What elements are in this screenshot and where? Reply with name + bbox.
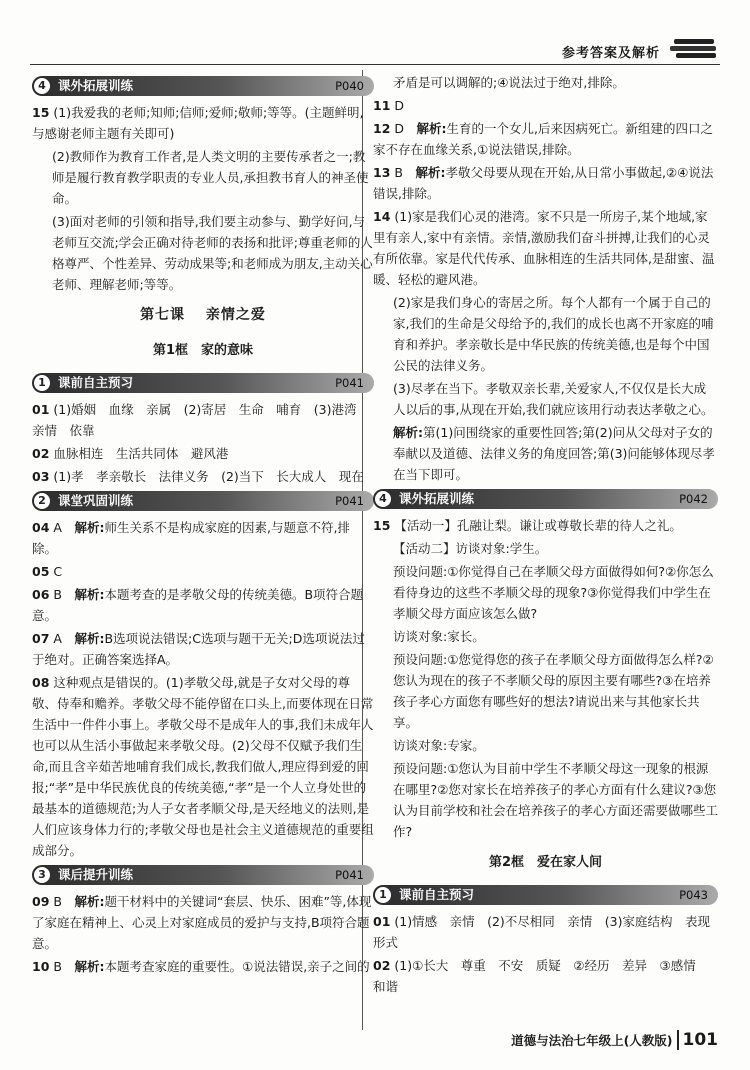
section-page-ref: P041 xyxy=(335,376,364,390)
section-number: 4 xyxy=(375,491,391,507)
answer-10: 10 B 解析:本题考查家庭的重要性。①说法错误,亲子之间的 xyxy=(32,959,370,974)
page-footer xyxy=(511,1030,718,1050)
parent-questions: 预设问题:①您觉得您的孩子在孝顺父母方面做得怎么样?②您认为现在的孩子不孝顺父母的原因主要有哪些?③在培养孩子孝心方面您有哪些好的想法?请说出来与其他家长共享。 xyxy=(393,652,714,730)
answer-02-frame2: 02 (1)①长大 尊重 不安 质疑 ②经历 差异 ③感情 和谐 xyxy=(373,958,709,994)
answer-01-frame2: 01 (1)情感 亲情 (2)不尽相同 亲情 (3)家庭结构 表现形式 xyxy=(373,914,711,950)
answer-06: 06 B 解析:本题考查的是孝敬父母的传统美德。B项符合题意。 xyxy=(32,587,364,623)
header-title: 参考答案及解析 xyxy=(561,46,660,61)
answer-02: 02 血脉相连 生活共同体 避风港 xyxy=(32,446,229,461)
section-title: 课外拓展训练 xyxy=(399,491,475,506)
interview-parents: 访谈对象:家长。 xyxy=(393,629,485,644)
frame-title: 第1框 家的意味 xyxy=(152,343,254,358)
page-header xyxy=(30,30,720,65)
answer-08: 08 这种观点是错误的。(1)孝敬父母,就是子女对父母的尊敬、侍奉和赡养。孝敬父母不能停留在口头上,而要体现在日常生活中一件件小事上。孝敬父母不是成年人的事,我们未成年人也可以从生活小事做起来孝敬父母。(2)父母不仅赋予我们生命,而且含辛茹苦地哺育我们成长,教我们做人,理应得到爱的回报;“孝”是中华民族优良的传统美德,“孝”是一个人立身处世的最基本的道德规范;为人子女者孝顺父母,是天经地义的法则,是人们应该身体力行的;孝敬父母也是社会主义道德规范的重要组成部分。 xyxy=(32,675,374,858)
answer-14-analysis: 解析:第(1)问围绕家的重要性回答;第(2)问从父母对子女的奉献以及道德、法律义务的角度回答;第(3)问能够体现尽孝在当下即可。 xyxy=(393,425,715,482)
answer-12: 12 D 解析:生育的一个女儿,后来因病死亡。新组建的四口之家不存在血缘关系,①说法错误,排除。 xyxy=(373,121,714,157)
answer-14-part2: (2)家是我们身心的寄居之所。每个人都有一个属于自己的家,我们的生命是父母给予的,我们的成长也离不开家庭的哺育和养护。孝亲敬长是中华民族的传统美德,也是每个中国公民的法律义务。 xyxy=(393,295,714,373)
section-bar-consolidation xyxy=(32,491,374,511)
right-column xyxy=(373,72,718,999)
activity-two-students: 【活动二】访谈对象:学生。 xyxy=(393,541,548,556)
section-page-ref: P042 xyxy=(679,492,708,506)
section-number: 1 xyxy=(34,375,50,391)
section-title: 课堂巩固训练 xyxy=(58,493,134,508)
answer-15-right: 15 【活动一】孔融让梨。谦让或尊敬长辈的待人之礼。 xyxy=(373,518,682,533)
section-bar-after-class xyxy=(32,865,374,885)
section-number: 2 xyxy=(34,493,50,509)
section-title: 课后提升训练 xyxy=(58,867,134,882)
answer-07: 07 A 解析:B选项说法错误;C选项与题干无关;D选项说法过于绝对。正确答案选择A。 xyxy=(32,631,365,667)
answer-15-part3: (3)面对老师的引领和指导,我们要主动参与、勤学好问,与老师互交流;学会正确对待老师的表扬和批评;尊重老师的人格尊严、个性差异、劳动成果等;和老师成为朋友,主动关心老师、理解老师;等等。 xyxy=(52,214,373,292)
answer-11: 11 D xyxy=(373,98,405,113)
section-title: 课前自主预习 xyxy=(58,375,134,390)
answer-05: 05 C xyxy=(32,564,63,579)
section-bar-extension-training xyxy=(32,76,374,96)
section-title: 课前自主预习 xyxy=(399,887,475,902)
answer-15-part2: (2)教师作为教育工作者,是人类文明的主要传承者之一;教师是履行教育教学职责的专业人员,承担教书育人的神圣使命。 xyxy=(52,149,369,206)
answer-09: 09 B 解析:题干材料中的关键词“套层、快乐、困难”等,体现了家庭在精神上、心灵上对家庭成员的爱护与支持,B项符合题意。 xyxy=(32,894,372,951)
answer-15: 15 (1)我爱我的老师;知师;信师;爱师;敬师;等等。(主题鲜明,与感谢老师主题有关即可) xyxy=(32,105,364,141)
answer-13: 13 B 解析:孝敬父母要从现在开始,从日常小事做起,②④说法错误,排除。 xyxy=(373,165,714,201)
section-number: 4 xyxy=(34,78,50,94)
lesson-title: 第七课 亲情之爱 xyxy=(140,307,266,323)
section-number: 1 xyxy=(375,887,391,903)
section-bar-extension-training-2 xyxy=(373,489,718,509)
page-number: 101 xyxy=(677,1030,719,1050)
section-page-ref: P043 xyxy=(679,888,708,902)
student-questions: 预设问题:①你觉得自己在孝顺父母方面做得如何?②你怎么看待身边的这些不孝顺父母的现象?③你觉得我们中学生在孝顺父母方面应该怎么做? xyxy=(393,564,714,621)
section-bar-preview xyxy=(32,373,374,393)
frame-title-2: 第2框 爱在家人间 xyxy=(488,855,603,870)
book-title: 道德与法治七年级上(人教版) xyxy=(511,1033,673,1048)
section-page-ref: P040 xyxy=(335,79,364,93)
answer-01: 01 (1)婚姻 血缘 亲属 (2)寄居 生命 哺育 (3)港湾 亲情 依靠 xyxy=(32,402,370,438)
section-title: 课外拓展训练 xyxy=(58,78,134,93)
answer-04: 04 A 解析:师生关系不是构成家庭的因素,与题意不符,排除。 xyxy=(32,520,350,556)
section-number: 3 xyxy=(34,867,50,883)
answer-10-continued: 矛盾是可以调解的;④说法过于绝对,排除。 xyxy=(393,75,625,90)
answer-03: 03 (1)孝 孝亲敬长 法律义务 (2)当下 长大成人 现在 xyxy=(32,469,364,484)
books-logo-icon xyxy=(668,36,720,62)
answer-14-part3: (3)尽孝在当下。孝敬双亲长辈,关爱家人,不仅仅是长大成人以后的事,从现在开始,我们就应该用行动表达孝敬之心。 xyxy=(393,381,714,417)
answer-14: 14 (1)家是我们心灵的港湾。家不只是一所房子,某个地域,家里有亲人,家中有亲情。亲情,激励我们奋斗拼搏,让我们的心灵有所依靠。家是代代传承、血脉相连的生活共同体,是甜蜜、温暖、轻松的避风港。 xyxy=(373,209,715,287)
left-column xyxy=(32,72,374,979)
section-page-ref: P041 xyxy=(335,868,364,882)
section-page-ref: P041 xyxy=(335,494,364,508)
interview-experts: 访谈对象:专家。 xyxy=(393,738,485,753)
section-bar-preview-2 xyxy=(373,885,718,905)
expert-questions: 预设问题:①您认为目前中学生不孝顺父母这一现象的根源在哪里?②您对家长在培养孩子的孝心方面有什么建议?③您认为目前学校和社会在培养孩子的孝心方面还需要做哪些工作? xyxy=(393,761,719,839)
